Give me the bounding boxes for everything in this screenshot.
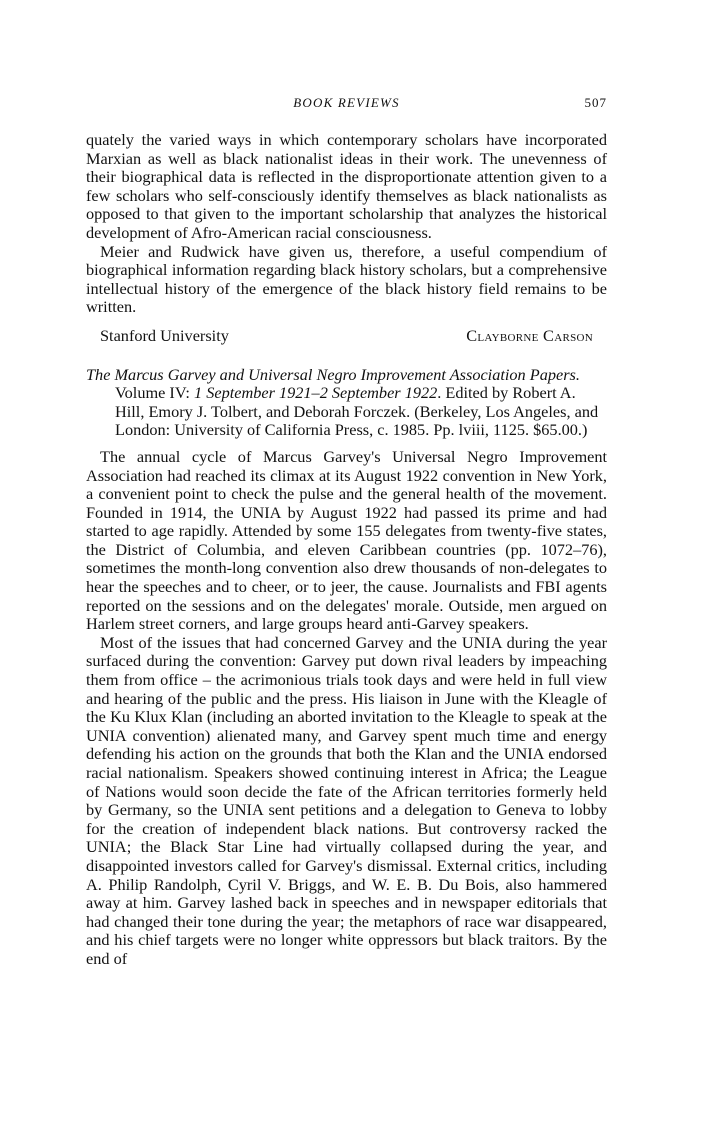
reviewer-signature: [86, 327, 607, 346]
book-title: The Marcus Garvey and Universal Negro Improvement Association Papers.: [86, 364, 580, 384]
citation-details: . Edited by Robert A. Hill, Emory J. Tolbert, and Deborah Forczek. (Berkeley, Los Angeles, and London: University of California Press, c. 1985. Pp. lviii, 1125. $65.00.): [115, 383, 599, 440]
running-title: BOOK REVIEWS: [293, 95, 400, 110]
reviewer-name: Clayborne Carson: [466, 325, 593, 345]
previous-review-paragraph: quately the varied ways in which contemporary scholars have incorporated Marxian as well as black nationalist ideas in their work. The unevenness of their biographical data is reflected in the disproportionate attention given to a few scholars who self-consciously identify themselves as black nationalists as opposed to that given to the important scholarship that analyzes the historical development of Afro-American racial consciousness.: [86, 130, 607, 242]
review-text: [86, 448, 607, 969]
review-paragraph: Most of the issues that had concerned Garvey and the UNIA during the year surfaced during the convention: Garvey put down rival leaders by impeaching them from office – the acrimonious trials took days and were held in full view and hearing of the public and the press. His liaison in June with the Kleagle of the Ku Klux Klan (including an aborted invitation to the Kleagle to speak at the UNIA convention) alienated many, and Garvey spent much time and energy defending his action on the grounds that both the Klan and the UNIA endorsed racial nationalism. Speakers showed continuing interest in Africa; the League of Nations would soon decide the fate of the African territories formerly held by Germany, so the UNIA sent petitions and a delegation to Geneva to lobby for the creation of independent black nations. But controversy racked the UNIA; the Black Star Line had virtually collapsed during the year, and disappointed investors called for Garvey's dismissal. External critics, including A. Philip Randolph, Cyril V. Briggs, and W. E. B. Du Bois, also hammered away at him. Garvey lashed back in speeches and in newspaper editorials that had changed their tone during the year; the metaphors of race war disappeared, and his chief targets were no longer white oppressors but black traitors. By the end of: [86, 632, 607, 968]
volume-label: Volume IV:: [115, 383, 190, 403]
review-paragraph: The annual cycle of Marcus Garvey's Universal Negro Improvement Association had reached its climax at its August 1922 convention in New York, a convenient point to check the pulse and the general health of the movement. Founded in 1914, the UNIA by August 1922 had passed its prime and had started to age rapidly. Attended by some 155 delegates from twenty-five states, the District of Columbia, and eleven Caribbean countries (pp. 1072–76), sometimes the month-long convention also drew thousands of non-delegates to hear the speeches and to cheer, or to jeer, the cause. Journalists and FBI agents reported on the sessions and on the delegates' morale. Outside, men argued on Harlem street corners, and large groups heard anti-Garvey speakers.: [86, 446, 607, 634]
volume-dates: 1 September 1921–2 September 1922: [194, 383, 438, 403]
reviewer-affiliation: Stanford University: [100, 325, 229, 345]
previous-review-paragraph: Meier and Rudwick have given us, therefore, a useful compendium of biographical information regarding black history scholars, but a comprehensive intellectual history of the emergence of the black history field remains to be written.: [86, 241, 607, 317]
book-citation: [86, 366, 607, 440]
page-number: 507: [584, 95, 607, 110]
page-body: [86, 131, 607, 969]
running-head: [86, 94, 607, 112]
